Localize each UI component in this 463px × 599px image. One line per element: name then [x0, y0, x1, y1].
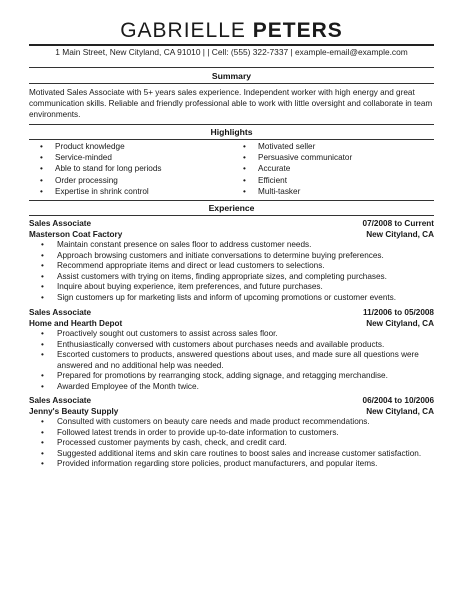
highlights-rule-bottom: [29, 139, 434, 140]
job-dates: 07/2008 to Current: [362, 219, 434, 228]
job-bullet: • Inquire about buying experience, item preferences, and future purchases.: [29, 282, 434, 293]
job-bullet: • Sign customers up for marketing lists and inform of upcoming promotions or customer events.: [29, 293, 434, 304]
highlight-item: • Multi-tasker: [232, 186, 352, 197]
last-name: PETERS: [252, 19, 343, 42]
job-title: Sales Associate: [29, 396, 92, 405]
job-bullet: • Provided information regarding store policies, product manufacturers, and popular items.: [29, 459, 434, 470]
experience-heading: Experience: [208, 203, 255, 213]
highlights-rule-top: [29, 124, 434, 125]
job-dates: 06/2004 to 10/2006: [362, 396, 434, 405]
job-bullet: • Escorted customers to products, answered questions about uses, and made sure all questions were: [29, 350, 434, 361]
job-bullet: • Consulted with customers on beauty care needs and made product recommendations.: [29, 417, 434, 428]
highlight-item: • Persuasive communicator: [232, 152, 352, 163]
job-bullet: • Approach browsing customers and initiate conversations to determine buying preferences.: [29, 251, 434, 262]
job-entry: [29, 395, 434, 470]
job-company-row: [29, 406, 434, 417]
job-title-row: [29, 307, 434, 318]
candidate-name: [0, 19, 463, 43]
highlight-item: • Order processing: [29, 175, 162, 186]
job-bullet-continued: answered and no additional help was needed.: [57, 360, 224, 370]
contact-line: 1 Main Street, New Cityland, CA 91010 | | Cell: (555) 322-7337 | example-email@example.com: [55, 47, 408, 57]
job-bullet: • Maintain constant presence on sales floor to address customer needs.: [29, 240, 434, 251]
summary-rule-top: [29, 67, 434, 68]
job-bullet: • Suggested additional items and skin care routines to boost sales and increase customer satisfaction.: [29, 449, 434, 460]
summary-heading: Summary: [211, 71, 252, 81]
highlight-item: • Expertise in shrink control: [29, 186, 162, 197]
experience-rule-bottom: [29, 215, 434, 216]
job-entry: [29, 218, 434, 304]
job-title-row: [29, 218, 434, 229]
job-title-row: [29, 395, 434, 406]
job-company-row: [29, 318, 434, 329]
job-bullet: • Assist customers with trying on items, finding appropriate sizes, and completing purchases.: [29, 272, 434, 283]
job-dates: 11/2006 to 05/2008: [362, 308, 434, 317]
job-bullet: • Prepared for promotions by rearranging stock, adding signage, and retagging merchandise.: [29, 371, 434, 382]
highlights-left-list: [29, 141, 162, 197]
header-rule: [29, 44, 434, 46]
highlight-item: • Efficient: [232, 175, 352, 186]
job-location: New Cityland, CA: [366, 407, 434, 416]
highlight-item: • Product knowledge: [29, 141, 162, 152]
first-name: GABRIELLE: [120, 19, 246, 42]
job-company-row: [29, 229, 434, 240]
highlight-item: • Able to stand for long periods: [29, 163, 162, 174]
job-company: Masterson Coat Factory: [29, 230, 123, 239]
job-company: Home and Hearth Depot: [29, 319, 123, 328]
highlights-heading: Highlights: [210, 127, 253, 137]
job-bullet-list: [29, 417, 434, 470]
summary-text: Motivated Sales Associate with 5+ years sales experience. Independent worker with high energy and great communication skills. Reliable and friendly professional able to work with little oversight and collaborate in team environments.: [29, 88, 433, 120]
job-bullet: • Recommend appropriate items and direct or lead customers to selections.: [29, 261, 434, 272]
job-bullet: • Processed customer payments by cash, check, and credit card.: [29, 438, 434, 449]
job-entry: [29, 307, 434, 393]
job-title: Sales Associate: [29, 219, 92, 228]
job-bullet-list: [29, 329, 434, 393]
highlight-item: • Motivated seller: [232, 141, 352, 152]
highlight-item: • Service-minded: [29, 152, 162, 163]
highlight-item: • Accurate: [232, 163, 352, 174]
job-location: New Cityland, CA: [366, 319, 434, 328]
experience-rule-top: [29, 200, 434, 201]
job-bullet: • Awarded Employee of the Month twice.: [29, 382, 434, 393]
job-bullet: • Proactively sought out customers to assist across sales floor.: [29, 329, 434, 340]
job-company: Jenny's Beauty Supply: [29, 407, 119, 416]
job-bullet: • Followed latest trends in order to provide up-to-date information to customers.: [29, 428, 434, 439]
job-bullet-list: [29, 240, 434, 304]
job-location: New Cityland, CA: [366, 230, 434, 239]
highlights-right-list: [232, 141, 352, 197]
job-title: Sales Associate: [29, 308, 92, 317]
job-bullet: • Enthusiastically conversed with customers about purchases needs and available products.: [29, 340, 434, 351]
summary-rule-bottom: [29, 83, 434, 84]
